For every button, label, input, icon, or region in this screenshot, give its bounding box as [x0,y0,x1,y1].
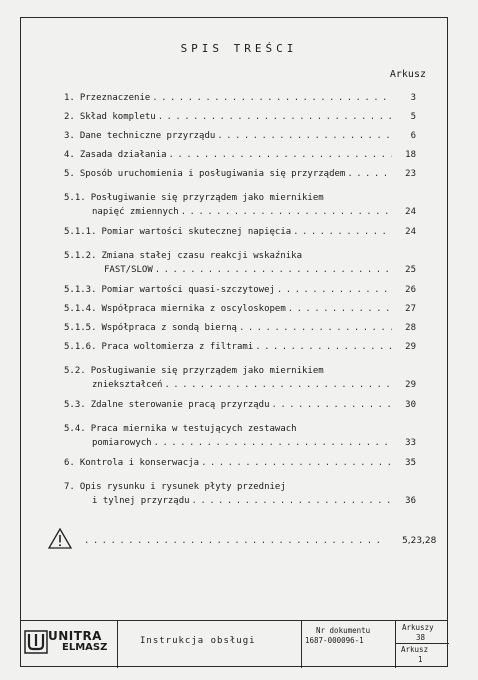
toc-leader-dots [192,496,392,506]
toc-entry[interactable] [64,131,416,145]
toc-leader-dots [217,131,392,141]
toc-entry-number: 5.1.6. [64,342,97,352]
toc-leader-dots [181,207,392,217]
toc-entry-number: 5.1.1. [64,227,97,237]
toc-entry-title: Praca woltomierza z filtrami [101,342,254,352]
toc-leader-dots [288,304,392,314]
toc-leader-dots [293,227,392,237]
toc-entry-number: 5.1.4. [64,304,97,314]
toc-entry-title: Posługiwanie się przyrządem jako miernikiem [90,366,324,376]
toc-entry-page: 18 [405,150,416,160]
toc-entry-page: 25 [405,265,416,275]
toc-entry[interactable] [64,150,416,164]
toc-entry-page: 3 [410,93,416,103]
sheets-label: Arkuszy [402,623,434,632]
toc-entry-page: 24 [405,207,416,217]
toc-entry-title: Pomiar wartości quasi-szczytowej [101,285,275,295]
unitra-logo [24,629,107,655]
toc-entry-title: Zdalne sterowanie pracą przyrządu [90,400,270,410]
footer-title-block [20,620,448,668]
toc-entry-title: Współpraca z sondą bierną [101,323,237,333]
toc-entry-page: 28 [405,323,416,333]
toc-entry-page: 33 [405,438,416,448]
sheet-number: 1 [418,655,423,664]
doc-number-label: Nr dokumentu [316,626,371,635]
toc-entry-title: napięć zmiennych [92,207,179,217]
toc-leader-dots [164,380,392,390]
toc-entry[interactable] [64,193,416,221]
toc-entry-title: zniekształceń [92,380,163,390]
toc-entry[interactable] [64,112,416,126]
toc-entry-number: 5.2. [64,366,86,376]
toc-entry-number: 6. [64,458,75,468]
toc-entry[interactable] [64,400,416,414]
toc-leader-dots [169,150,392,160]
toc-entry-title: i tylnej przyrządu [92,496,190,506]
toc-entry-number: 5.1. [64,193,86,203]
toc-entry-title: Pomiar wartości skutecznej napięcia [101,227,292,237]
toc-entry-page: 5 [410,112,416,122]
logo-unitra-text: UNITRA [48,629,102,643]
toc-entry-number: 4. [64,150,75,160]
sheet-label: Arkusz [401,645,429,654]
toc-entry[interactable] [64,323,416,337]
toc-entry[interactable] [64,93,416,107]
logo-elmasz-text: ELMASZ [62,642,108,653]
toc-entry-title: Posługiwanie się przyrządem jako miernikiem [90,193,324,203]
toc-leader-dots [255,342,392,352]
warning-triangle-icon [48,528,72,549]
toc-leader-dots [201,458,392,468]
toc-leader-dots [277,285,392,295]
toc-entry[interactable] [64,482,416,510]
toc-leader-dots [155,265,392,275]
toc-entry-page: 26 [405,285,416,295]
toc-entry-number: 5.1.2. [64,251,97,261]
toc-entry[interactable] [64,304,416,318]
toc-entry-number: 2. [64,112,75,122]
toc-entry[interactable] [64,169,416,183]
sheets-count: 38 [416,633,426,642]
toc-entry[interactable] [64,342,416,356]
toc-entry-page: 36 [405,496,416,506]
toc-entry[interactable] [64,424,416,452]
toc-entry-number: 5. [64,169,75,179]
toc-entry-number: 7. [64,482,75,492]
toc-entry-title: Skład kompletu [79,112,156,122]
toc-entry-page: 6 [410,131,416,141]
toc-entry-page: 29 [405,342,416,352]
toc-entry-number: 3. [64,131,75,141]
toc-entry[interactable] [64,285,416,299]
toc-leader-dots [272,400,393,410]
toc-entry-title: Zasada działania [79,150,167,160]
toc-entry[interactable] [64,458,416,472]
toc-leader-dots [347,169,392,179]
toc-leader-dots [152,93,392,103]
toc-entry-title: Zmiana stałej czasu reakcji wskaźnika [101,251,302,261]
toc-entry-number: 5.3. [64,400,86,410]
toc-entry-title: FAST/SLOW [104,265,153,275]
doc-number: 1687-000096-1 [305,636,364,645]
warning-pages: 5,23,28 [402,536,437,546]
column-header-arkusz: Arkusz [389,69,426,80]
toc-entry-title: Dane techniczne przyrządu [79,131,216,141]
document-title: Instrukcja obsługi [140,636,256,646]
toc-entry[interactable] [64,251,416,279]
toc-entry-title: Współpraca miernika z oscyloskopem [101,304,286,314]
toc-entry-number: 5.4. [64,424,86,434]
toc-entry-page: 30 [405,400,416,410]
page-title: SPIS TREŚCI [180,42,298,55]
unitra-emblem-icon [24,629,48,655]
toc-entry-page: 27 [405,304,416,314]
toc-leader-dots [154,438,392,448]
warning-leader [84,536,384,546]
toc-leader-dots [239,323,392,333]
toc-entry-title: pomiarowych [92,438,152,448]
toc-entry-title: Przeznaczenie [79,93,151,103]
toc-entry[interactable] [64,366,416,394]
toc-leader-dots [158,112,392,122]
toc-entry-page: 35 [405,458,416,468]
toc-entry-page: 29 [405,380,416,390]
toc-entry-title: Sposób uruchomienia i posługiwania się przyrządem [79,169,346,179]
toc-entry-number: 5.1.5. [64,323,97,333]
toc-entry-number: 5.1.3. [64,285,97,295]
toc-entry-page: 23 [405,169,416,179]
toc-entry-number: 1. [64,93,75,103]
toc-entry-title: Praca miernika w testujących zestawach [90,424,297,434]
toc-entry-title: Kontrola i konserwacja [79,458,200,468]
toc-entry-title: Opis rysunku i rysunek płyty przedniej [79,482,286,492]
toc-entry-page: 24 [405,227,416,237]
toc-entry[interactable] [64,227,416,241]
